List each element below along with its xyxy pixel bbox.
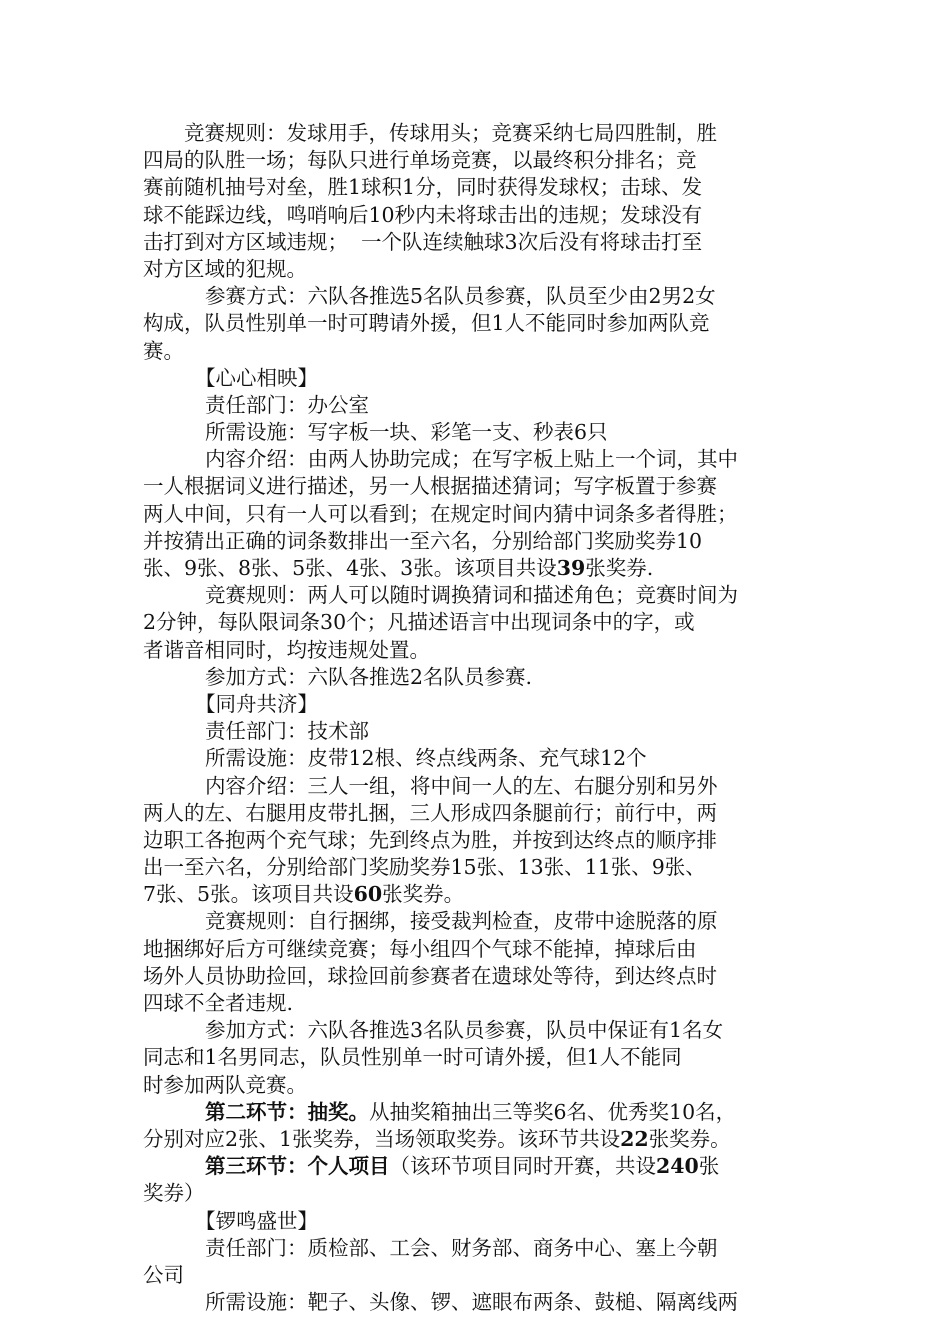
paragraph-line: 参加方式：六队各推选2名队员参赛. [205, 664, 533, 689]
paragraph-line: 竞赛规则：两人可以随时调换猜词和描述角色；竞赛时间为 [205, 583, 738, 608]
text-run: 7张、5张。该项目共设 [143, 882, 354, 907]
bold-number: 22 [620, 1126, 649, 1151]
section-heading: 【心心相映】 [195, 365, 318, 390]
bold-number: 240 [656, 1154, 699, 1179]
paragraph-line: 所需设施：皮带12根、终点线两条、充气球12个 [205, 746, 647, 771]
paragraph-line: 责任部门：质检部、工会、财务部、商务中心、塞上今朝 [205, 1235, 718, 1260]
paragraph-line: 边职工各抱两个充气球；先到终点为胜，并按到达终点的顺序排 [143, 827, 717, 852]
paragraph-line: 出一至六名，分别给部门奖励奖券15张、13张、11张、9张、 [143, 855, 706, 880]
paragraph-line: 者谐音相同时，均按违规处置。 [143, 637, 430, 662]
paragraph-line: 场外人员协助捡回，球捡回前参赛者在遗球处等待，到达终点时 [143, 963, 717, 988]
paragraph-line: 球不能踩边线，鸣哨响后10秒内未将球击出的违规；发球没有 [143, 202, 703, 227]
paragraph-line [143, 1126, 807, 1153]
bold-number: 60 [353, 882, 383, 907]
paragraph-line [143, 1099, 807, 1126]
paragraph-line: 构成，队员性别单一时可聘请外援，但1人不能同时参加两队竞 [143, 311, 710, 336]
document-body [143, 120, 807, 1316]
paragraph-line: 赛。 [143, 338, 184, 363]
paragraph-line: 两人中间，只有一人可以看到；在规定时间内猜中词条多者得胜； [143, 501, 738, 526]
paragraph-line: 参加方式：六队各推选3名队员参赛，队员中保证有1名女 [205, 1018, 724, 1043]
paragraph-line: 责任部门：办公室 [205, 392, 369, 417]
paragraph-line [143, 1153, 807, 1180]
paragraph-line: 竞赛规则：发球用手，传球用头；竞赛采纳七局四胜制，胜 [184, 121, 717, 145]
paragraph-line: 所需设施：靶子、头像、锣、遮眼布两条、鼓槌、隔离线两 [205, 1290, 738, 1315]
text-run: 张、9张、8张、5张、4张、3张。该项目共设 [143, 556, 557, 580]
paragraph-line: 责任部门：技术部 [205, 719, 369, 744]
paragraph-line: 内容介绍：三人一组，将中间一人的左、右腿分别和另外 [205, 773, 718, 798]
paragraph-line: 所需设施：写字板一块、彩笔一支、秒表6只 [205, 420, 608, 445]
paragraph-line: 并按猜出正确的词条数排出一至六名，分别给部门奖励奖券10 [143, 528, 703, 553]
paragraph-line [143, 881, 807, 908]
paragraph-line: 公司 [143, 1262, 184, 1287]
paragraph-line: 地捆绑好后方可继续竞赛；每小组四个气球不能掉，掉球后由 [143, 936, 697, 961]
stage-heading: 第二环节：抽奖。 [205, 1099, 369, 1124]
text-run: 张奖券。 [382, 882, 465, 907]
paragraph-line: 内容介绍：由两人协助完成；在写字板上贴上一个词，其中 [205, 447, 738, 472]
paragraph-line: 参赛方式：六队各推选5名队员参赛，队员至少由2男2女 [205, 284, 716, 309]
paragraph-line: 击打到对方区域违规； 一个队连续触球3次后没有将球击打至 [143, 229, 703, 254]
stage-heading: 第三环节：个人项目 [205, 1154, 390, 1179]
text-run: 张奖券。 [648, 1126, 731, 1151]
paragraph-line: 奖券） [143, 1181, 205, 1206]
paragraph-line: 四局的队胜一场；每队只进行单场竞赛，以最终积分排名；竞 [143, 148, 697, 173]
text-run: （该环节项目同时开赛，共设 [389, 1154, 656, 1179]
text-run: 张 [698, 1154, 720, 1179]
paragraph-line: 对方区域的犯规。 [143, 256, 307, 281]
paragraph-line: 时参加两队竞赛。 [143, 1072, 307, 1097]
paragraph-line: 同志和1名男同志，队员性别单一时可请外援，但1人不能同 [143, 1045, 682, 1070]
paragraph-line: 两人的左、右腿用皮带扎捆，三人形成四条腿前行；前行中，两 [143, 800, 717, 825]
section-heading: 【锣鸣盛世】 [195, 1208, 318, 1233]
text-run: 从抽奖箱抽出三等奖6名、优秀奖10名， [369, 1099, 737, 1124]
text-run: 张奖券. [585, 556, 654, 580]
paragraph-line: 一人根据词义进行描述，另一人根据描述猜词；写字板置于参赛 [143, 474, 717, 499]
paragraph-line [143, 555, 807, 582]
paragraph-line: 2分钟，每队限词条30个；凡描述语言中出现词条中的字，或 [143, 610, 695, 635]
section-heading: 【同舟共济】 [195, 691, 318, 716]
text-run: 分别对应2张、1张奖券，当场领取奖券。该环节共设 [143, 1126, 621, 1151]
paragraph-line: 四球不全者违规. [143, 991, 294, 1015]
paragraph-line: 赛前随机抽号对垒，胜1球积1分，同时获得发球权；击球、发 [143, 175, 703, 200]
paragraph-line: 竞赛规则：自行捆绑，接受裁判检查，皮带中途脱落的原 [205, 909, 718, 934]
bold-number: 39 [556, 556, 586, 580]
